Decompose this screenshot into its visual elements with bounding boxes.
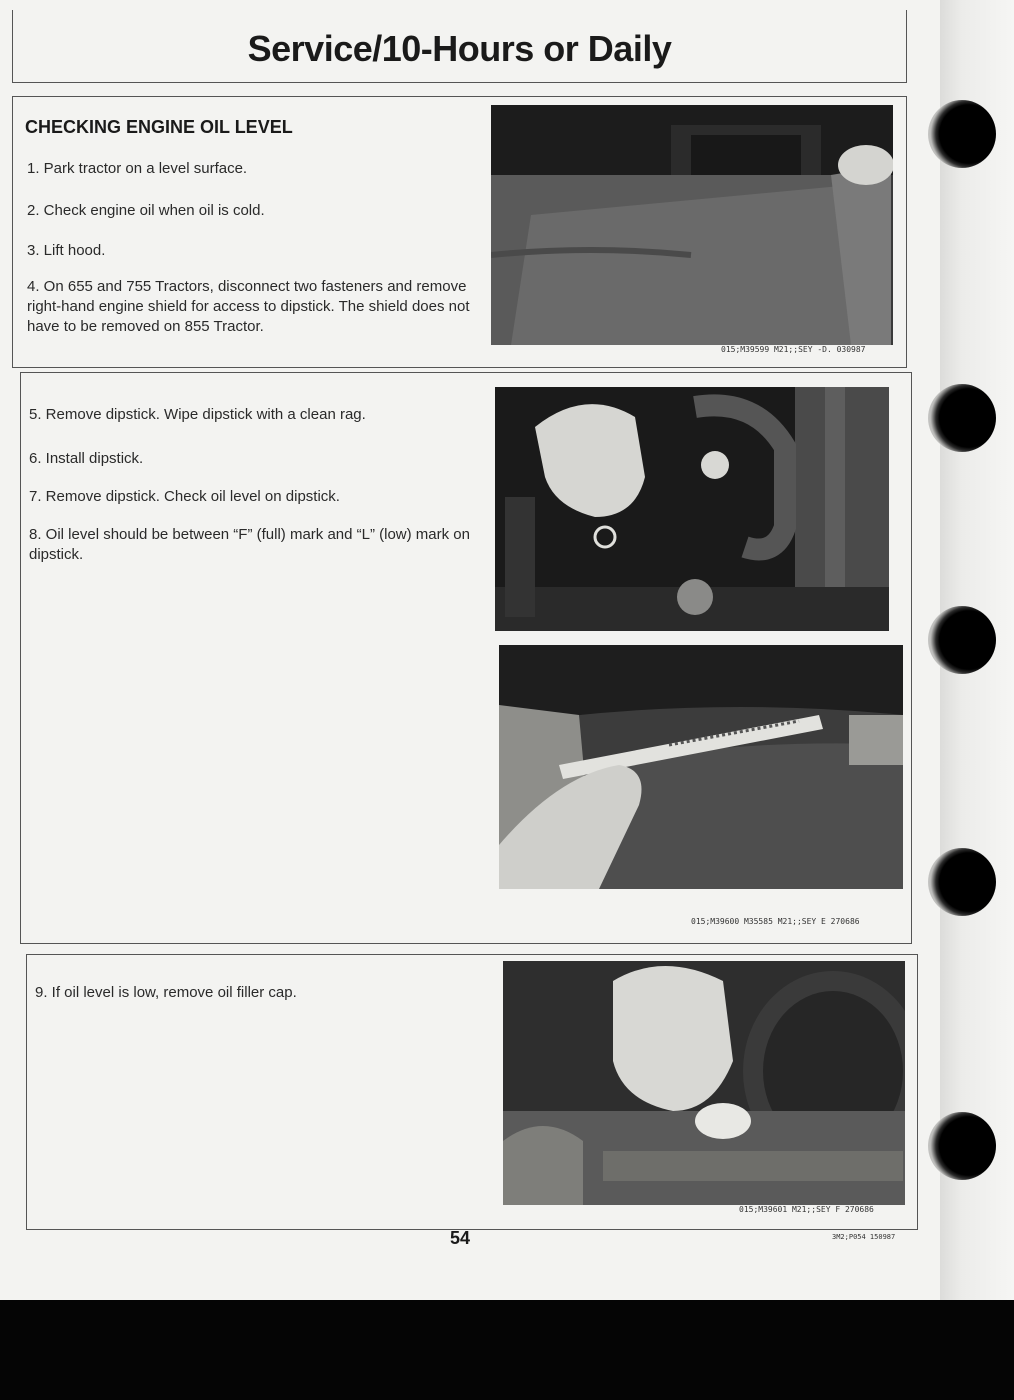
photo-caption: 015;M39600 M35585 M21;;SEY E 270686 [691,917,860,926]
step-3: 3. Lift hood. [27,242,106,259]
step-9: 9. If oil level is low, remove oil filler cap. [35,984,297,1001]
step-7: 7. Remove dipstick. Check oil level on dipstick. [29,488,340,505]
step-8: 8. Oil level should be between “F” (full) mark and “L” (low) mark on dipstick. [29,526,470,563]
step-4: 4. On 655 and 755 Tractors, disconnect two fasteners and remove right-hand engine shield for access to dipstick. The shield does not have to be removed on 855 Tractor. [27,278,470,335]
page-title: Service/10-Hours or Daily [247,28,672,69]
photo-caption: 015;M39601 M21;;SEY F 270686 [739,1205,874,1214]
binder-hole [928,606,996,674]
step-2: 2. Check engine oil when oil is cold. [27,202,265,219]
binder-hole [928,100,996,168]
section-filler-cap [26,954,918,1230]
section-title: CHECKING ENGINE OIL LEVEL [25,117,293,137]
section-dipstick [20,372,912,944]
photo-lifting-hood [491,105,893,345]
binder-hole [928,384,996,452]
step-6: 6. Install dipstick. [29,450,144,467]
step-1: 1. Park tractor on a level surface. [27,160,248,177]
photo-filler-cap [503,961,905,1205]
photo-removing-dipstick [495,387,889,631]
scan-background [0,1300,1014,1400]
binder-hole [928,848,996,916]
page-header [12,10,907,83]
step-5: 5. Remove dipstick. Wipe dipstick with a clean rag. [29,406,366,423]
photo-dipstick-marks [499,645,903,889]
photo-caption: 015;M39599 M21;;SEY -D. 030987 [721,345,866,354]
page-code: 3M2;P054 150987 [832,1233,896,1241]
page-number: 54 [450,1228,471,1248]
section-checking-oil [12,96,907,368]
binder-hole [928,1112,996,1180]
